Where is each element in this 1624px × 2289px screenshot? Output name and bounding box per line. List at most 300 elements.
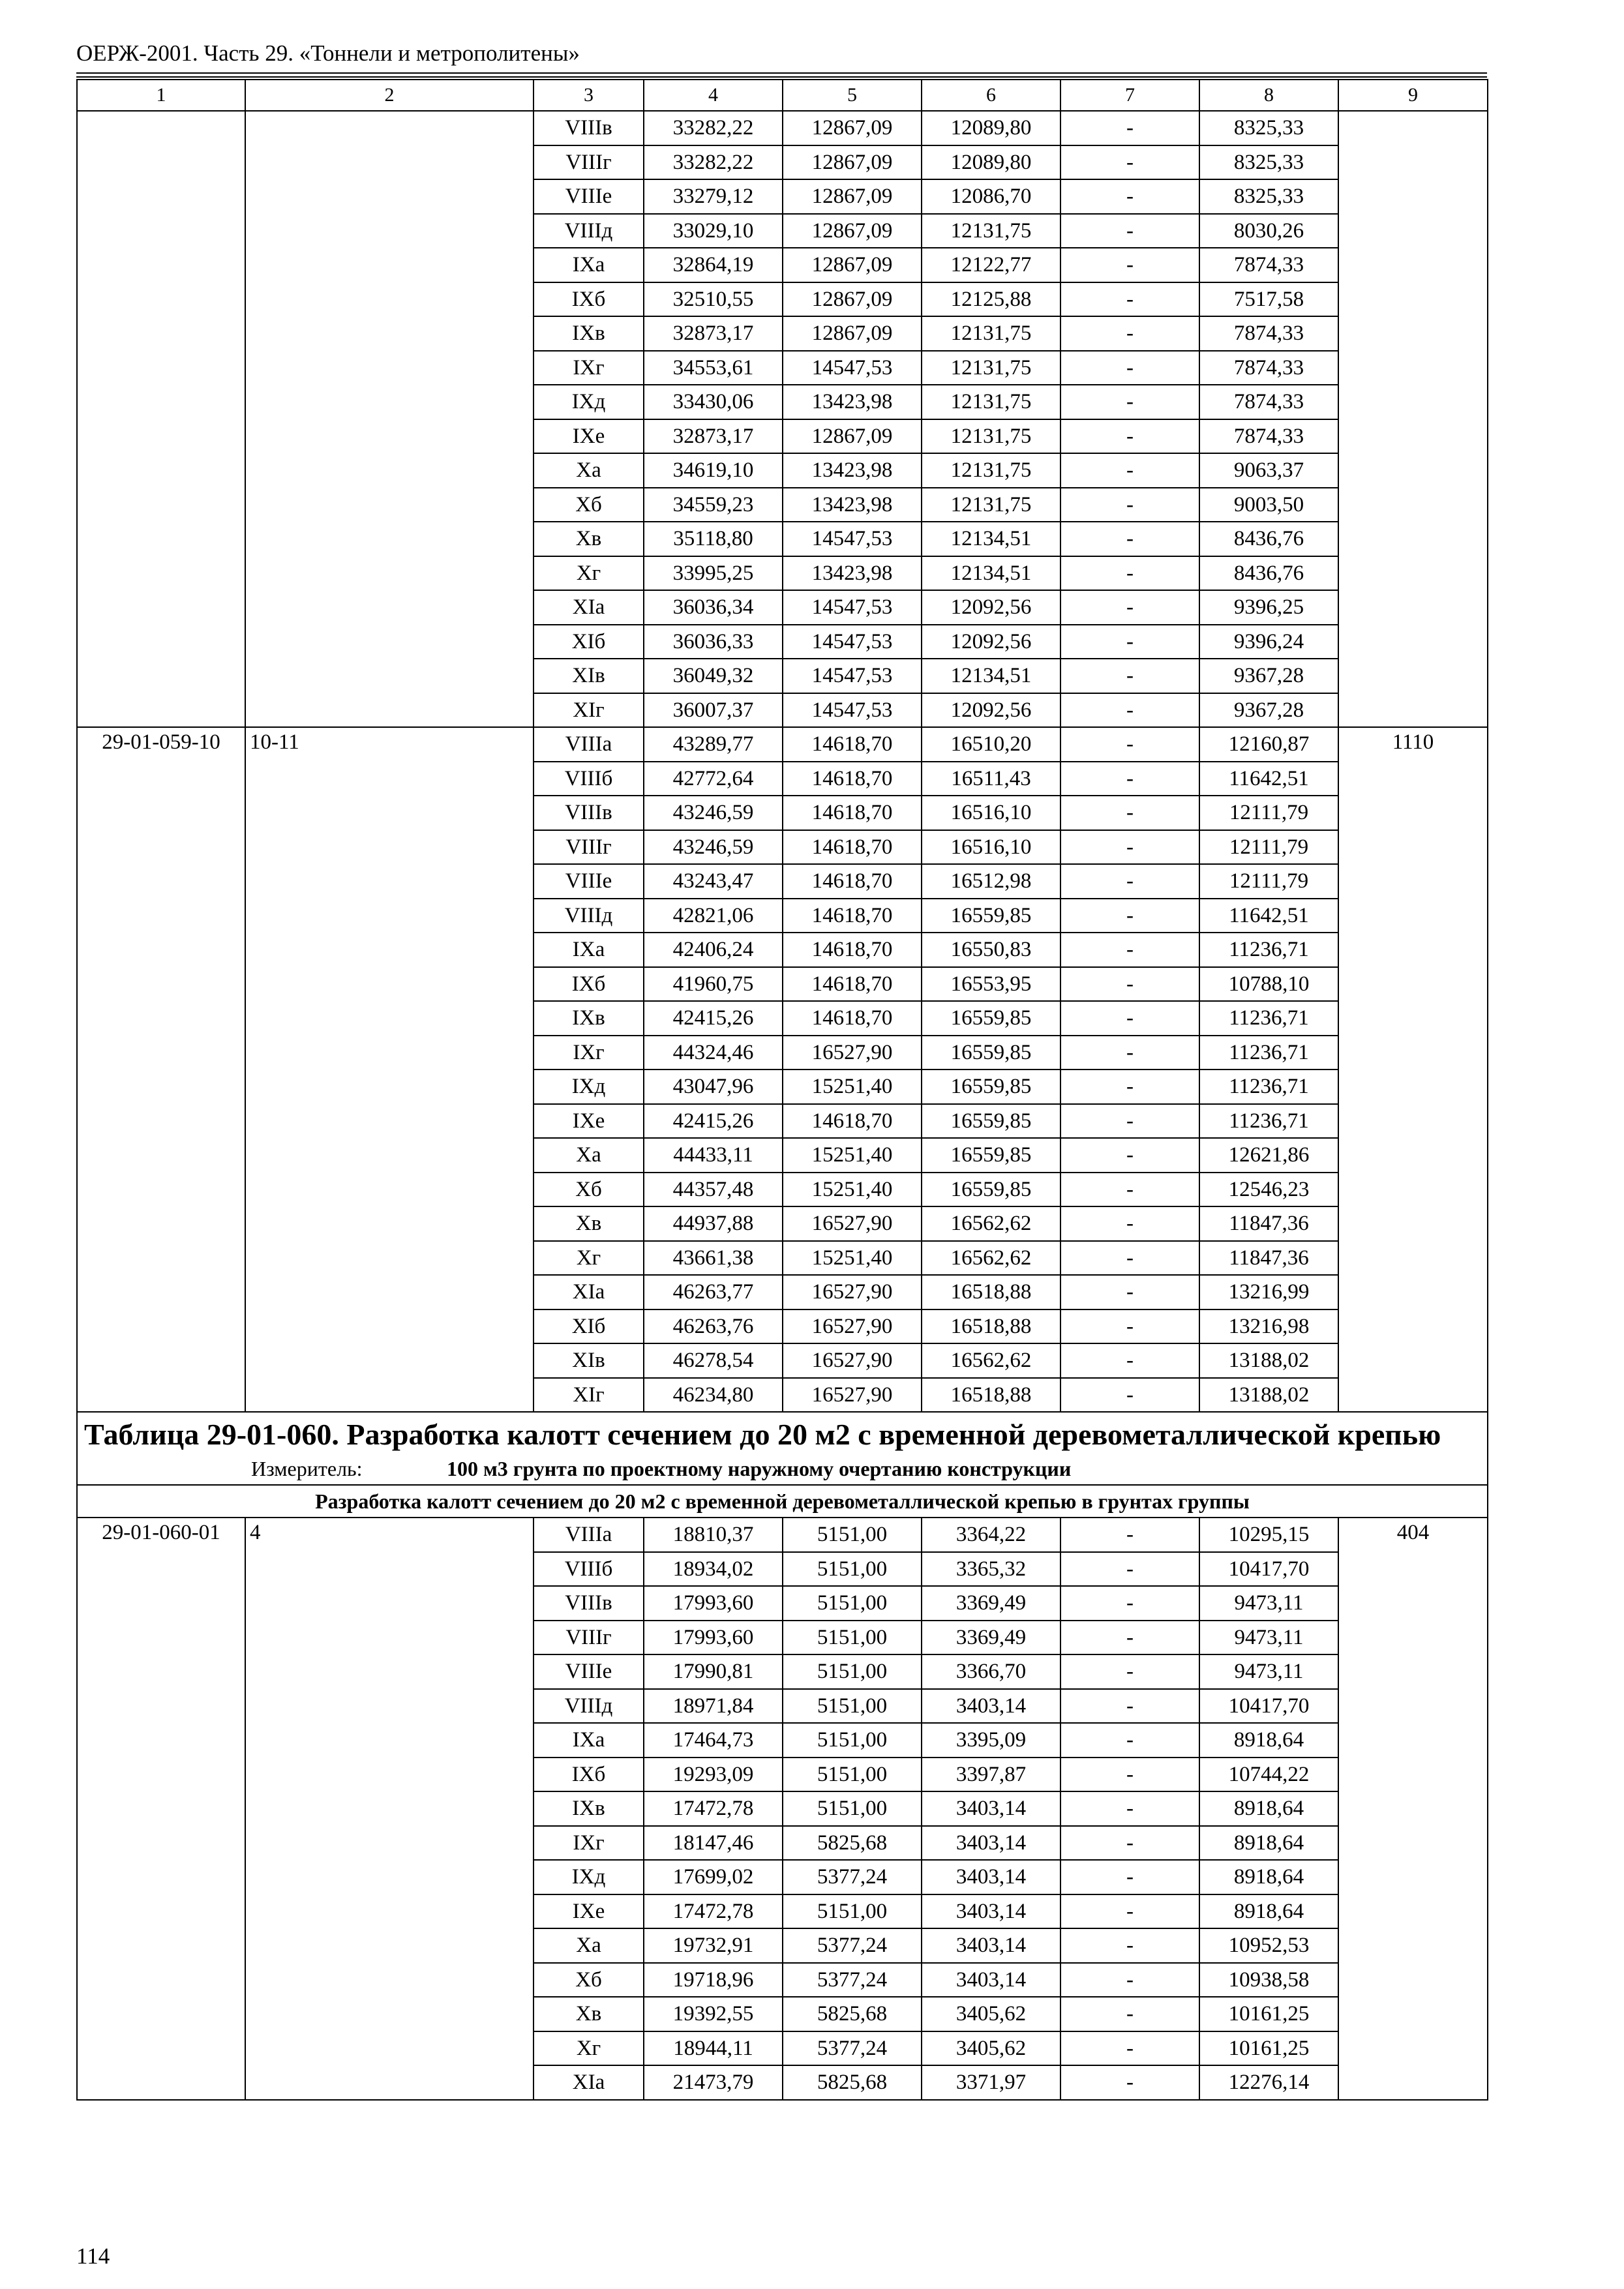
table-cell: 17472,78	[644, 1791, 783, 1826]
table-cell: 8325,33	[1199, 179, 1338, 214]
table-cell: Xа	[534, 1138, 644, 1173]
table-cell: 46234,80	[644, 1378, 783, 1413]
table-cell: 18944,11	[644, 2031, 783, 2066]
table-cell: -	[1060, 762, 1199, 796]
table-cell: 12131,75	[922, 453, 1060, 488]
table-cell: 16559,85	[922, 1001, 1060, 1036]
col-num: 3	[534, 80, 644, 111]
table-cell: 44324,46	[644, 1036, 783, 1070]
table-cell: 14618,70	[783, 796, 922, 830]
table-cell: 12131,75	[922, 419, 1060, 454]
table-cell: -	[1060, 1138, 1199, 1173]
table-cell: 3397,87	[922, 1758, 1060, 1792]
table-cell: 404	[1338, 1518, 1488, 2100]
page-number: 114	[76, 2243, 110, 2269]
table-cell: VIIIб	[534, 1552, 644, 1587]
table-cell: -	[1060, 1654, 1199, 1689]
table-cell: 12131,75	[922, 385, 1060, 419]
table-cell: 32873,17	[644, 419, 783, 454]
table-cell: XIа	[534, 2065, 644, 2100]
table-cell: 14618,70	[783, 727, 922, 762]
table-cell: 33279,12	[644, 179, 783, 214]
table-cell: 9473,11	[1199, 1621, 1338, 1655]
table-cell: -	[1060, 488, 1199, 522]
table-cell: 18971,84	[644, 1689, 783, 1724]
table-body	[77, 80, 1488, 2100]
table-cell: IXб	[534, 967, 644, 1002]
table-cell: 12134,51	[922, 659, 1060, 693]
table-cell: 12546,23	[1199, 1173, 1338, 1207]
table-cell: 5151,00	[783, 1894, 922, 1929]
col-num: 4	[644, 80, 783, 111]
table-cell: 21473,79	[644, 2065, 783, 2100]
table-cell: 5151,00	[783, 1621, 922, 1655]
table-cell: VIIIб	[534, 762, 644, 796]
table-cell: 3365,32	[922, 1552, 1060, 1587]
subtitle-row	[77, 1485, 1488, 1518]
table-cell: VIIIа	[534, 727, 644, 762]
table-cell: 18810,37	[644, 1518, 783, 1552]
table-cell: -	[1060, 1826, 1199, 1861]
table-cell: -	[1060, 899, 1199, 933]
table-cell: -	[1060, 385, 1199, 419]
table-cell: 16527,90	[783, 1343, 922, 1378]
table-cell: IXб	[534, 282, 644, 317]
table-cell: 8918,64	[1199, 1860, 1338, 1894]
table-cell: 9367,28	[1199, 693, 1338, 728]
table-cell: 4	[245, 1518, 534, 2100]
table-cell: -	[1060, 2031, 1199, 2066]
table-cell: 12134,51	[922, 522, 1060, 556]
table-cell: 11236,71	[1199, 933, 1338, 967]
table-cell: 5825,68	[783, 1997, 922, 2031]
table-cell: 5151,00	[783, 1689, 922, 1724]
table-cell: 9063,37	[1199, 453, 1338, 488]
table-cell: 3403,14	[922, 1928, 1060, 1963]
table-cell: 16559,85	[922, 899, 1060, 933]
table-cell: 29-01-059-10	[77, 727, 245, 1412]
table-cell: -	[1060, 967, 1199, 1002]
table-cell: -	[1060, 830, 1199, 865]
table-cell: 1110	[1338, 727, 1488, 1412]
table-cell: VIIIе	[534, 1654, 644, 1689]
table-cell: 16516,10	[922, 830, 1060, 865]
table-cell: 18934,02	[644, 1552, 783, 1587]
table-cell: 34559,23	[644, 488, 783, 522]
table-cell: 9367,28	[1199, 659, 1338, 693]
table-cell: 10417,70	[1199, 1689, 1338, 1724]
table-cell: XIг	[534, 693, 644, 728]
table-cell: 3395,09	[922, 1723, 1060, 1758]
table-cell: -	[1060, 1928, 1199, 1963]
table-cell: 16527,90	[783, 1036, 922, 1070]
table-cell: 32510,55	[644, 282, 783, 317]
table-cell: 43243,47	[644, 864, 783, 899]
table-cell: IXа	[534, 933, 644, 967]
table-cell: 5151,00	[783, 1723, 922, 1758]
table-cell: IXб	[534, 1758, 644, 1792]
table-cell: 13188,02	[1199, 1378, 1338, 1413]
header-rule	[76, 72, 1487, 74]
table-cell: IXд	[534, 385, 644, 419]
table-cell: Xб	[534, 1173, 644, 1207]
table-cell: -	[1060, 1894, 1199, 1929]
table-cell: 12125,88	[922, 282, 1060, 317]
table-cell: 41960,75	[644, 967, 783, 1002]
table-cell: -	[1060, 351, 1199, 385]
table-cell: 8325,33	[1199, 145, 1338, 180]
table-cell: 9003,50	[1199, 488, 1338, 522]
table-cell: 3403,14	[922, 1963, 1060, 1997]
table-cell: 43047,96	[644, 1070, 783, 1104]
table-cell: IXг	[534, 1036, 644, 1070]
table-title-row	[77, 1412, 1488, 1453]
table-cell: 36036,34	[644, 590, 783, 625]
table-cell: -	[1060, 659, 1199, 693]
table-cell: IXд	[534, 1860, 644, 1894]
table-cell: 3405,62	[922, 1997, 1060, 2031]
table-cell: 14547,53	[783, 693, 922, 728]
table-cell: IXа	[534, 248, 644, 282]
table-cell: 43289,77	[644, 727, 783, 762]
table-cell: 13216,99	[1199, 1275, 1338, 1309]
table-cell: 17472,78	[644, 1894, 783, 1929]
table-cell: XIв	[534, 659, 644, 693]
table-row	[77, 1518, 1488, 1552]
table-cell: 8436,76	[1199, 556, 1338, 591]
table-cell: -	[1060, 864, 1199, 899]
table-cell: Xг	[534, 1241, 644, 1276]
table-cell: -	[1060, 111, 1199, 145]
table-cell: 10938,58	[1199, 1963, 1338, 1997]
table-cell: IXв	[534, 316, 644, 351]
table-cell: 46263,76	[644, 1309, 783, 1344]
table-cell: -	[1060, 1036, 1199, 1070]
table-cell: 10161,25	[1199, 1997, 1338, 2031]
table-cell: 12086,70	[922, 179, 1060, 214]
table-cell: IXд	[534, 1070, 644, 1104]
table-cell: 13423,98	[783, 385, 922, 419]
table-cell: 5151,00	[783, 1552, 922, 1587]
table-cell: VIIIг	[534, 1621, 644, 1655]
table-cell: 43246,59	[644, 830, 783, 865]
table-cell: 12867,09	[783, 111, 922, 145]
table-cell: VIIIг	[534, 145, 644, 180]
table-row	[77, 727, 1488, 762]
table-cell: -	[1060, 590, 1199, 625]
table-cell: Xг	[534, 556, 644, 591]
table-cell: 5151,00	[783, 1518, 922, 1552]
table-cell: 16512,98	[922, 864, 1060, 899]
table-cell: 42821,06	[644, 899, 783, 933]
table-cell: Xв	[534, 1997, 644, 2031]
table-cell: 16527,90	[783, 1309, 922, 1344]
table-cell: 16527,90	[783, 1378, 922, 1413]
table-cell: 14618,70	[783, 933, 922, 967]
table-cell: -	[1060, 556, 1199, 591]
table-cell: 16527,90	[783, 1206, 922, 1241]
table-cell: -	[1060, 1309, 1199, 1344]
col-num: 7	[1060, 80, 1199, 111]
table-cell: 19732,91	[644, 1928, 783, 1963]
table-cell: IXе	[534, 1894, 644, 1929]
table-cell: 16510,20	[922, 727, 1060, 762]
table-cell: -	[1060, 1001, 1199, 1036]
table-cell: Xв	[534, 522, 644, 556]
table-cell: 10952,53	[1199, 1928, 1338, 1963]
table-cell: VIIIа	[534, 1518, 644, 1552]
table-cell: -	[1060, 1860, 1199, 1894]
table-cell: 42415,26	[644, 1104, 783, 1139]
table-cell: VIIIв	[534, 796, 644, 830]
table-cell: 16559,85	[922, 1070, 1060, 1104]
table-cell: 3403,14	[922, 1860, 1060, 1894]
table-cell: 5151,00	[783, 1791, 922, 1826]
table-cell: IXв	[534, 1791, 644, 1826]
table-cell: 12867,09	[783, 214, 922, 248]
table-cell: 12092,56	[922, 625, 1060, 659]
table-cell: Xб	[534, 488, 644, 522]
table-cell: -	[1060, 1791, 1199, 1826]
table-cell: 16516,10	[922, 796, 1060, 830]
table-cell: 3366,70	[922, 1654, 1060, 1689]
table-cell: 44433,11	[644, 1138, 783, 1173]
table-cell: -	[1060, 282, 1199, 317]
table-cell: 13423,98	[783, 556, 922, 591]
table-cell: 17993,60	[644, 1586, 783, 1621]
table-cell: 12092,56	[922, 590, 1060, 625]
table-cell: 33029,10	[644, 214, 783, 248]
table-cell: 9473,11	[1199, 1654, 1338, 1689]
table-cell: -	[1060, 727, 1199, 762]
table-cell: 3403,14	[922, 1689, 1060, 1724]
table-cell: -	[1060, 693, 1199, 728]
table-cell: 9473,11	[1199, 1586, 1338, 1621]
table-cell: 16562,62	[922, 1241, 1060, 1276]
table-cell: 3369,49	[922, 1621, 1060, 1655]
table-cell: 12122,77	[922, 248, 1060, 282]
table-cell: 3403,14	[922, 1894, 1060, 1929]
table-cell: 12131,75	[922, 214, 1060, 248]
table-cell: 3403,14	[922, 1791, 1060, 1826]
table-cell: 14547,53	[783, 522, 922, 556]
table-cell: 12131,75	[922, 351, 1060, 385]
table-cell: 13188,02	[1199, 1343, 1338, 1378]
table-cell: 12276,14	[1199, 2065, 1338, 2100]
table-cell: -	[1060, 1104, 1199, 1139]
table-cell: 5151,00	[783, 1758, 922, 1792]
table-cell: 3403,14	[922, 1826, 1060, 1861]
table-cell: 8436,76	[1199, 522, 1338, 556]
table-cell: -	[1060, 1621, 1199, 1655]
col-num: 8	[1199, 80, 1338, 111]
table-cell: 11847,36	[1199, 1241, 1338, 1276]
table-cell: VIIIд	[534, 214, 644, 248]
table-cell: 3405,62	[922, 2031, 1060, 2066]
table-cell: 33282,22	[644, 111, 783, 145]
table-cell: 7874,33	[1199, 385, 1338, 419]
col-num: 1	[77, 80, 245, 111]
table-cell: IXг	[534, 351, 644, 385]
table-cell: IXг	[534, 1826, 644, 1861]
table-cell: 10417,70	[1199, 1552, 1338, 1587]
table-cell: 14547,53	[783, 351, 922, 385]
table-cell: VIIIе	[534, 179, 644, 214]
table-cell: XIа	[534, 590, 644, 625]
table-cell: Xб	[534, 1963, 644, 1997]
table-cell: 5377,24	[783, 1928, 922, 1963]
table-cell: -	[1060, 625, 1199, 659]
table-cell: -	[1060, 1206, 1199, 1241]
table-cell: 3364,22	[922, 1518, 1060, 1552]
table-cell: 15251,40	[783, 1138, 922, 1173]
table-cell: 5825,68	[783, 1826, 922, 1861]
table-cell: 43246,59	[644, 796, 783, 830]
table-cell: 8918,64	[1199, 1894, 1338, 1929]
measure-cell	[77, 1453, 1488, 1485]
table-cell: 19392,55	[644, 1997, 783, 2031]
table-cell: 8918,64	[1199, 1826, 1338, 1861]
rates-table	[76, 79, 1488, 2101]
table-cell: 16550,83	[922, 933, 1060, 967]
table-cell: -	[1060, 933, 1199, 967]
table-cell: 14618,70	[783, 1001, 922, 1036]
table-cell: IXе	[534, 1104, 644, 1139]
table-cell: -	[1060, 419, 1199, 454]
table-cell: VIIIд	[534, 1689, 644, 1724]
table-cell: 12134,51	[922, 556, 1060, 591]
table-cell: 32873,17	[644, 316, 783, 351]
table-cell: IXв	[534, 1001, 644, 1036]
table-cell: 29-01-060-01	[77, 1518, 245, 2100]
table-cell: 8918,64	[1199, 1723, 1338, 1758]
table-cell: 17464,73	[644, 1723, 783, 1758]
table-cell: 8918,64	[1199, 1791, 1338, 1826]
col-num: 6	[922, 80, 1060, 111]
table-cell: 43661,38	[644, 1241, 783, 1276]
table-cell: 34619,10	[644, 453, 783, 488]
table-cell: XIб	[534, 625, 644, 659]
table-cell: 46263,77	[644, 1275, 783, 1309]
table-cell: 12131,75	[922, 316, 1060, 351]
table-cell: 12621,86	[1199, 1138, 1338, 1173]
table-cell: 32864,19	[644, 248, 783, 282]
table-cell: 36049,32	[644, 659, 783, 693]
table-cell: 12092,56	[922, 693, 1060, 728]
table-cell: 3369,49	[922, 1586, 1060, 1621]
table-cell: XIв	[534, 1343, 644, 1378]
table-cell: -	[1060, 1586, 1199, 1621]
measure-value: 100 м3 грунта по проектному наружному очертанию конструкции	[447, 1456, 1072, 1480]
table-cell: 16559,85	[922, 1104, 1060, 1139]
table-cell: 16562,62	[922, 1343, 1060, 1378]
table-cell: 3371,97	[922, 2065, 1060, 2100]
table-cell: 8325,33	[1199, 111, 1338, 145]
table-cell: 7874,33	[1199, 316, 1338, 351]
table-cell: -	[1060, 179, 1199, 214]
col-num: 2	[245, 80, 534, 111]
table-cell: 7874,33	[1199, 419, 1338, 454]
table-cell: 11847,36	[1199, 1206, 1338, 1241]
table-cell: -	[1060, 1241, 1199, 1276]
table-cell	[77, 111, 245, 727]
table-cell: Xг	[534, 2031, 644, 2066]
table-cell: 16518,88	[922, 1275, 1060, 1309]
table-subtitle: Разработка калотт сечением до 20 м2 с временной деревометаллической крепью в грунтах группы	[77, 1485, 1488, 1518]
table-cell: 8030,26	[1199, 214, 1338, 248]
table-cell: 12867,09	[783, 145, 922, 180]
table-cell: 10744,22	[1199, 1758, 1338, 1792]
table-cell: 11236,71	[1199, 1104, 1338, 1139]
table-cell: 12111,79	[1199, 830, 1338, 865]
table-cell: 44937,88	[644, 1206, 783, 1241]
table-cell: IXа	[534, 1723, 644, 1758]
table-title: Таблица 29-01-060. Разработка калотт сечением до 20 м2 с временной деревометаллической крепью	[77, 1412, 1488, 1453]
table-cell: 14618,70	[783, 967, 922, 1002]
table-cell: VIIIв	[534, 111, 644, 145]
table-cell: -	[1060, 1173, 1199, 1207]
table-cell: 36007,37	[644, 693, 783, 728]
table-cell	[245, 111, 534, 727]
table-cell: 5377,24	[783, 2031, 922, 2066]
table-cell: 13423,98	[783, 453, 922, 488]
table-cell: 17993,60	[644, 1621, 783, 1655]
table-cell: 36036,33	[644, 625, 783, 659]
table-cell: 12867,09	[783, 179, 922, 214]
table-row	[77, 111, 1488, 145]
table-cell	[1338, 111, 1488, 727]
table-cell: 11236,71	[1199, 1001, 1338, 1036]
table-cell: XIа	[534, 1275, 644, 1309]
table-cell: 15251,40	[783, 1070, 922, 1104]
table-cell: 16553,95	[922, 967, 1060, 1002]
table-cell: VIIIе	[534, 864, 644, 899]
table-cell: 5377,24	[783, 1963, 922, 1997]
table-cell: VIIIв	[534, 1586, 644, 1621]
header-rule-double	[76, 76, 1487, 78]
table-cell: 15251,40	[783, 1173, 922, 1207]
table-cell: 5825,68	[783, 2065, 922, 2100]
table-cell: 16518,88	[922, 1309, 1060, 1344]
table-cell: -	[1060, 145, 1199, 180]
table-cell: 15251,40	[783, 1241, 922, 1276]
table-cell: 18147,46	[644, 1826, 783, 1861]
table-cell: -	[1060, 796, 1199, 830]
table-cell: 16559,85	[922, 1138, 1060, 1173]
table-cell: 5377,24	[783, 1860, 922, 1894]
table-cell: 33430,06	[644, 385, 783, 419]
table-cell: 5151,00	[783, 1654, 922, 1689]
table-cell: -	[1060, 1552, 1199, 1587]
table-cell: -	[1060, 1963, 1199, 1997]
table-cell: 14547,53	[783, 590, 922, 625]
table-cell: -	[1060, 1723, 1199, 1758]
table-cell: -	[1060, 522, 1199, 556]
table-cell: 7874,33	[1199, 351, 1338, 385]
table-cell: -	[1060, 1997, 1199, 2031]
page-header: ОЕРЖ-2001. Часть 29. «Тоннели и метрополитены»	[76, 40, 580, 66]
table-cell: 12867,09	[783, 316, 922, 351]
table-cell: 12089,80	[922, 145, 1060, 180]
measure-label: Измеритель:	[251, 1456, 363, 1480]
table-cell: 11642,51	[1199, 899, 1338, 933]
table-cell: 34553,61	[644, 351, 783, 385]
table-cell: 12867,09	[783, 419, 922, 454]
table-cell: -	[1060, 2065, 1199, 2100]
table-cell: 16559,85	[922, 1036, 1060, 1070]
col-num: 5	[783, 80, 922, 111]
table-cell: 14618,70	[783, 899, 922, 933]
